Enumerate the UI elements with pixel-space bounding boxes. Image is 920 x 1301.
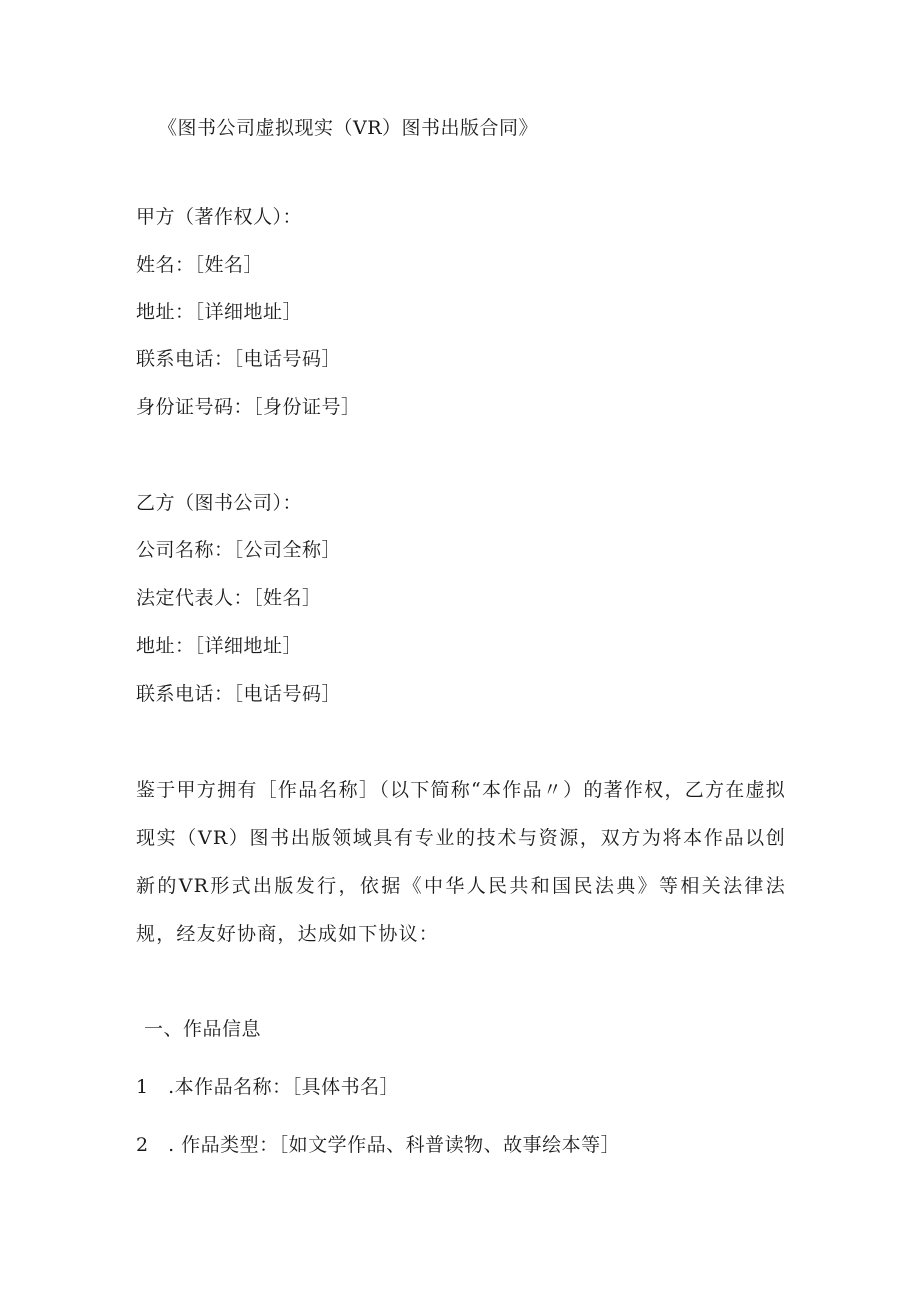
party-b-representative: 法定代表人：［姓名］	[136, 587, 322, 609]
party-a-heading: 甲方（著作权人）：	[136, 206, 303, 228]
section-1-heading: 一、作品信息	[144, 1018, 262, 1040]
party-a-name: 姓名：［姓名］	[136, 254, 264, 276]
party-b-heading: 乙方（图书公司）：	[136, 492, 303, 514]
party-a-address: 地址：［详细地址］	[136, 301, 303, 323]
section-1-item-2: 2 . 作品类型：［如文学作品、科普读物、故事绘本等］	[136, 1134, 621, 1156]
preamble-paragraph: 鉴于甲方拥有［作品名称］（以下简称“本作品〃）的著作权，乙方在虚拟现实（VR）图书出版领域具有专业的技术与资源，双方为将本作品以创新的VR形式出版发行，依据《中华人民共和国民法典》等相关法律法规，经友好协商，达成如下协议：	[136, 779, 786, 945]
party-b-address: 地址：［详细地址］	[136, 635, 303, 657]
party-a-id: 身份证号码：［身份证号］	[136, 396, 361, 418]
section-1-item-1: 1 .本作品名称：［具体书名］	[136, 1076, 400, 1098]
party-a-phone: 联系电话：［电话号码］	[136, 348, 342, 370]
party-b-phone: 联系电话：［电话号码］	[136, 683, 342, 705]
document-title: 《图书公司虚拟现实（VR）图书出版合同》	[158, 117, 539, 139]
party-b-company: 公司名称：［公司全称］	[136, 539, 342, 561]
